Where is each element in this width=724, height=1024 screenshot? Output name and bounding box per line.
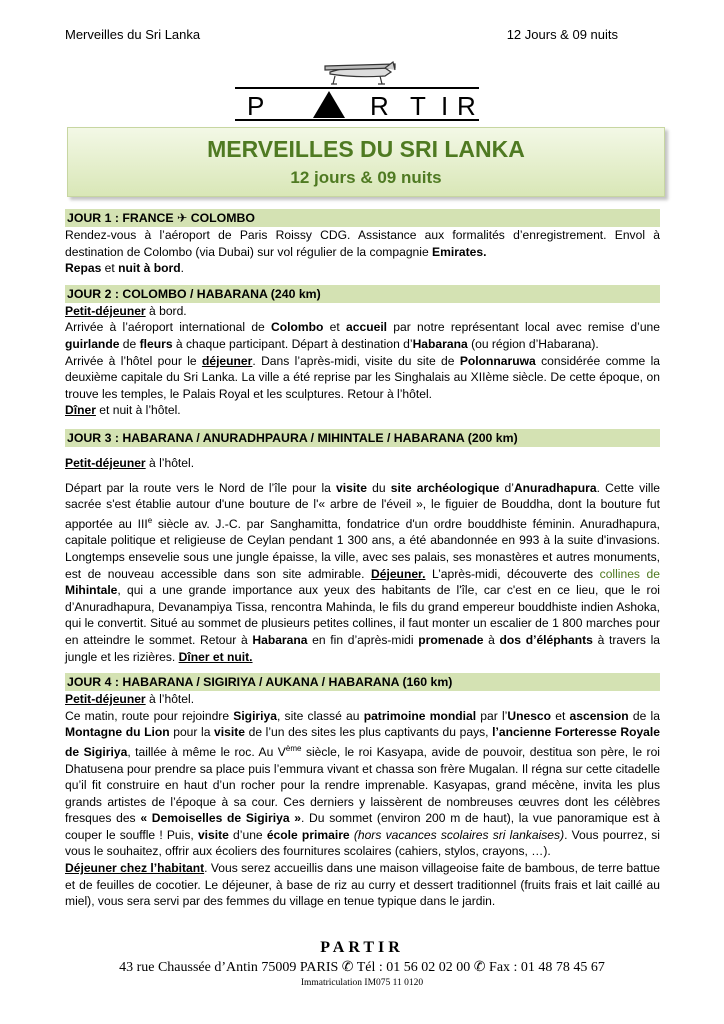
page-subtitle: 12 jours & 09 nuits [290,168,442,187]
svg-text:I: I [441,91,449,121]
header-duration: 12 Jours & 09 nuits [506,27,618,42]
day-heading: JOUR 1 : FRANCE ✈ COLOMBO [65,209,660,227]
day1-text: Rendez-vous à l’aéroport de Paris Roissy CDG. Assistance aux formalités d’enregistrement. Envol à destination de Colombo (via Dubai) sur vol régulier de la compagnie Emirates. Repas et nuit à bord. [65,228,660,276]
day-heading: JOUR 3 : HABARANA / ANURADHPAURA / MIHINTALE / HABARANA (200 km) [65,429,660,447]
day3-text: Départ par la route vers le Nord de l’île pour la visite du site archéologique d’Anuradhapura. Cette ville sacrée s'est établie autour d'une bouture de l'« arbre de l'éveil », le figuier de Bouddha, dont la bouture fut apportée au IIIe siècle av. J.-C. par Sanghamitta, fondatrice d'un ordre bouddhiste féminin. Anuradhapura, capitale politique et religieuse de Ceylan pendant 1 300 ans, a été abandonnée en 993 à la suite d'invasions. Longtemps ensevelie sous une jungle épaisse, la ville, avec ses palais, ses monastères et autres monuments, est de nouveau accessible dans son site admirable. Déjeuner. L’après-midi, découverte des collines de Mihintale, qui a une grande importance aux yeux des habitants de l'île, car c'est en ce lieu, que le roi d’Anuradhapura, Devanampiya Tissa, rencontra Mahinda, le fils du grand empereur bouddhiste indien Ashoka, qui le convertit. Situé au sommet de plusieurs petites collines, il faut monter un escalier de 1 800 marches pour en atteindre le sommet. Retour à Habarana en fin d’après-midi promenade à dos d’éléphants à travers la jungle et les rizières. Dîner et nuit. [65,480,661,664]
page-title: MERVEILLES DU SRI LANKA [207,136,525,162]
svg-text:R: R [370,91,389,121]
day-heading: JOUR 4 : HABARANA / SIGIRIYA / AUKANA / HABARANA (160 km) [65,673,660,691]
day3-breakfast: Petit-déjeuner à l’hôtel. [65,455,195,470]
day-heading: JOUR 2 : COLOMBO / HABARANA (240 km) [65,285,660,303]
footer-registration: Immatriculation IM075 11 0120 [300,978,424,988]
svg-text:T: T [410,91,426,121]
footer-address: 43 rue Chaussée d’Antin 75009 PARIS ✆ Tél : 01 56 02 02 00 ✆ Fax : 01 48 78 45 67 [119,960,605,975]
footer-brand: PARTIR [320,939,404,956]
day2-text: Petit-déjeuner à bord. Arrivée à l’aéroport international de Colombo et accueil par notre représentant local avec remise d’une guirlande de fleurs à chaque participant. Départ à destination d’Habarana (ou région d’Habarana). Arrivée à l’hôtel pour le déjeuner. Dans l’après-midi, visite du site de Polonnaruwa considérée comme la deuxième capitale du Sri Lanka. La ville a été reprise par les Singhalais au XIIème siècle. De cette époque, on trouve les temples, le Palais Royal et les sculptures. Retour à l’hôtel. Dîner et nuit à l’hôtel. [65,303,661,418]
itinerary [65,209,660,910]
day4-text: Petit-déjeuner à l’hôtel. Ce matin, route pour rejoindre Sigiriya, site classé au patrimoine mondial par l’Unesco et ascension de la Montagne du Lion pour la visite de l’un des sites les plus captivants du pays, l’ancienne Forteresse Royale de Sigiriya, taillée à même le roc. Au Vème siècle, le roi Kasyapa, avide de pouvoir, destitua son père, le roi Dhatusena pour prendre sa place puis l’emmura vivant et chassa son frère Mugalan. Il régna sur cette citadelle qu’il fit construire en haut d’un rocher pour la rendre imprenable. Kasyapas, grand mécène, invita les plus grands artistes de l’époque à sa cour. Ces derniers y laissèrent de nombreuses œuvres dont les célèbres fresques des « Demoiselles de Sigiriya ». Du sommet (environ 200 m de haut), la vue panoramique est à couper le souffle ! Puis, visite d’une école primaire (hors vacances scolaires sri lankaises). Vous pourrez, si vous le souhaitez, offrir aux écoliers des fournitures scolaires (cahiers, stylos, crayons, …). Déjeuner chez l’habitant. Vous serez accueillis dans une maison villageoise faite de bambous, de terre battue et de feuilles de cocotier. Le déjeuner, à base de riz au curry et dessert traditionnel (fruits frais et lait caillé au miel), vous sera servi par des femmes du village en tenue typique dans le jardin. [65,692,660,909]
header-title: Merveilles du Sri Lanka [65,27,201,42]
title-banner [67,127,665,197]
partir-logo [235,58,479,122]
svg-text:P: P [247,91,265,121]
svg-text:R: R [457,91,476,121]
